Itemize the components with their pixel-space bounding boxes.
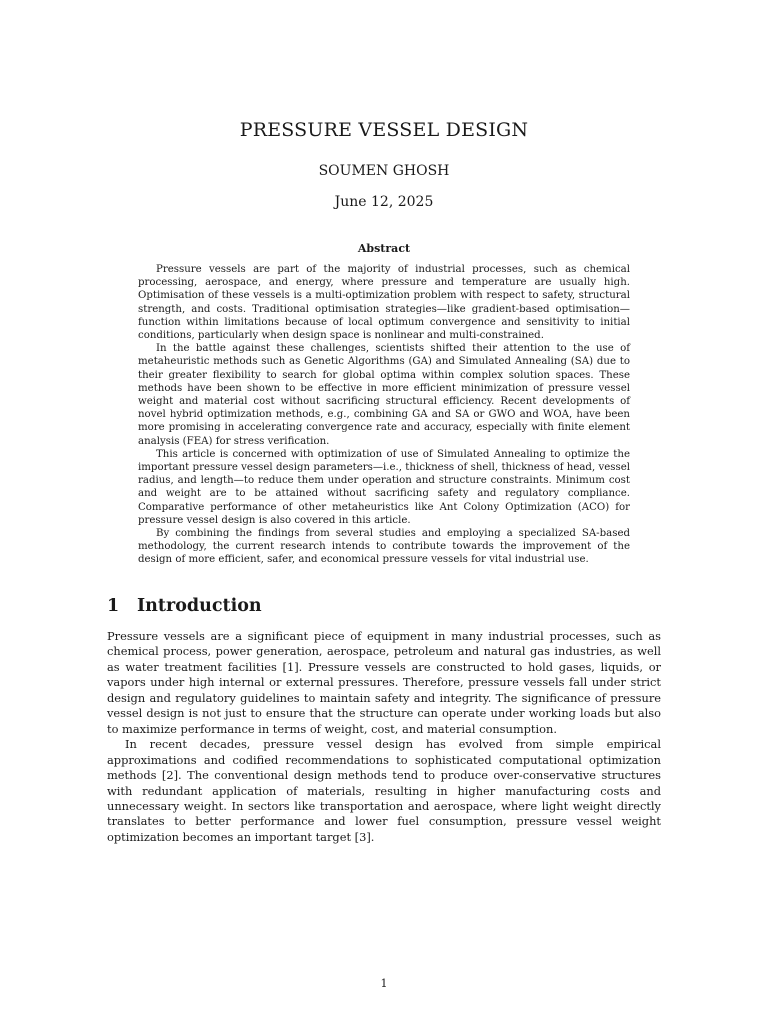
body-paragraph: In recent decades, pressure vessel design has evolved from simple empirical approximations and codified recommendations to sophisticated computational optimization methods [2]. The conventional design methods tend to produce over-conservative structures with redundant application of materials, resulting in higher manufacturing costs and unnecessary weight. In sectors like transportation and aerospace, where light weight directly translates to better performance and lower fuel consumption, pressure vessel weight optimization becomes an important target [3]. (107, 737, 661, 844)
paper-title: PRESSURE VESSEL DESIGN (239, 119, 529, 141)
paper-date: June 12, 2025 (334, 194, 434, 210)
abstract-paragraph: In the battle against these challenges, scientists shifted their attention to the use of metaheuristic methods such as Genetic Algorithms (GA) and Simulated Annealing (SA) due to their greater flexibility to search for global optima within complex solution spaces. These methods have been shown to be effective in more efficient minimization of pressure vessel weight and material cost without sacrificing structural efficiency. Recent developments of novel hybrid optimization methods, e.g., combining GA and SA or GWO and WOA, have been more promising in accelerating convergence rate and accuracy, especially with finite element analysis (FEA) for stress verification. (138, 343, 630, 447)
abstract-body (138, 263, 630, 567)
abstract-paragraph: This article is concerned with optimization of use of Simulated Annealing to optimize the important pressure vessel design parameters—i.e., thickness of shell, thickness of head, vessel radius, and length—to reduce them under operation and structure constraints. Minimum cost and weight are to be attained without sacrificing safety and regulatory compliance. Comparative performance of other metaheuristics like Ant Colony Optimization (ACO) for pressure vessel design is also covered in this article. (138, 448, 630, 526)
abstract-heading: Abstract (357, 242, 411, 255)
page-number: 1 (380, 977, 388, 990)
abstract-paragraph: By combining the findings from several studies and employing a specialized SA-based methodology, the current research intends to contribute towards the improvement of the design of more efficient, safer, and economical pressure vessels for vital industrial use. (138, 528, 630, 566)
introduction-body (107, 629, 661, 845)
body-paragraph: Pressure vessels are a significant piece of equipment in many industrial processes, such as chemical process, power generation, aerospace, petroleum and natural gas industries, as well as water treatment facilities [1]. Pressure vessels are constructed to hold gases, liquids, or vapors under high internal or external pressures. Therefore, pressure vessels fall under strict design and regulatory guidelines to maintain safety and integrity. The significance of pressure vessel design is not just to ensure that the structure can operate under working loads but also to maximize performance in terms of weight, cost, and material consumption. (107, 629, 661, 736)
abstract-paragraph: Pressure vessels are part of the majority of industrial processes, such as chemical processing, aerospace, and energy, where pressure and temperature are usually high. Optimisation of these vessels is a multi-optimization problem with respect to safety, structural strength, and costs. Traditional optimisation strategies—like gradient-based optimisation—function within limitations because of local optimum convergence and sensitivity to initial conditions, particularly when design space is nonlinear and multi-constrained. (138, 264, 630, 342)
section-heading-introduction (107, 596, 262, 616)
paper-author: SOUMEN GHOSH (318, 163, 450, 179)
section-number: 1 (107, 596, 120, 616)
section-title: Introduction (137, 596, 262, 616)
